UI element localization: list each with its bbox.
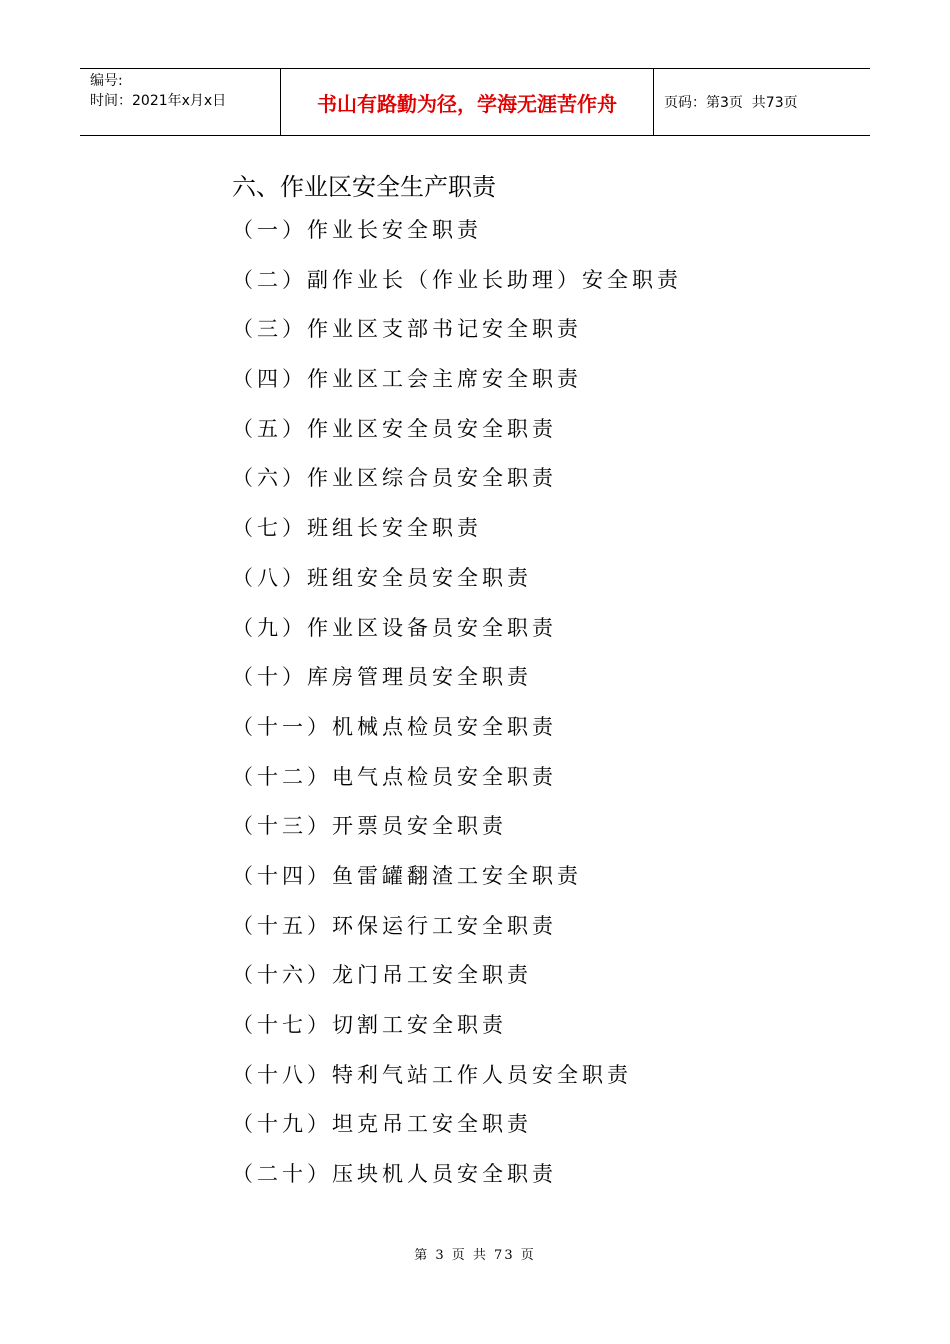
list-item: （七）班组长安全职责: [232, 516, 482, 541]
list-item: （四）作业区工会主席安全职责: [232, 367, 582, 392]
list-item: （十一）机械点检员安全职责: [232, 714, 557, 739]
list-item: （十五）环保运行工安全职责: [232, 913, 557, 938]
header-meta-cell: [80, 69, 281, 135]
list-item: （五）作业区安全员安全职责: [232, 416, 557, 441]
list-item: （十六）龙门吊工安全职责: [232, 963, 532, 988]
document-time-label: 时间：2021年x月x日: [90, 93, 227, 109]
list-item: （十二）电气点检员安全职责: [232, 764, 557, 789]
page-footer: 第 3 页 共 73 页: [414, 1248, 536, 1263]
document-number-label: 编号:: [90, 73, 123, 89]
header-motto: 书山有路勤为径，学海无涯苦作舟: [317, 91, 617, 116]
list-item: （六）作业区综合员安全职责: [232, 466, 557, 491]
list-item: （十七）切割工安全职责: [232, 1013, 507, 1037]
header-page-info: 页码：第3页 共73页: [664, 95, 798, 111]
list-item: （二）副作业长（作业长助理）安全职责: [232, 267, 682, 292]
list-item: （十四）鱼雷罐翻渣工安全职责: [232, 863, 582, 888]
list-item: （十八）特利气站工作人员安全职责: [232, 1062, 632, 1087]
section-title: 六、作业区安全生产职责: [232, 173, 496, 201]
list-item: （一）作业长安全职责: [232, 218, 482, 242]
list-item: （十三）开票员安全职责: [232, 814, 507, 839]
responsibility-list: [232, 206, 682, 1200]
page-header: [80, 68, 870, 136]
list-item: （九）作业区设备员安全职责: [232, 615, 557, 640]
header-motto-cell: [281, 69, 654, 135]
document-body: [232, 168, 682, 1200]
header-page-cell: [654, 69, 870, 135]
list-item: （三）作业区支部书记安全职责: [232, 317, 582, 342]
list-item: （十）库房管理员安全职责: [232, 665, 532, 690]
list-item: （二十）压块机人员安全职责: [232, 1162, 557, 1187]
list-item: （八）班组安全员安全职责: [232, 565, 532, 590]
list-item: （十九）坦克吊工安全职责: [232, 1112, 532, 1137]
